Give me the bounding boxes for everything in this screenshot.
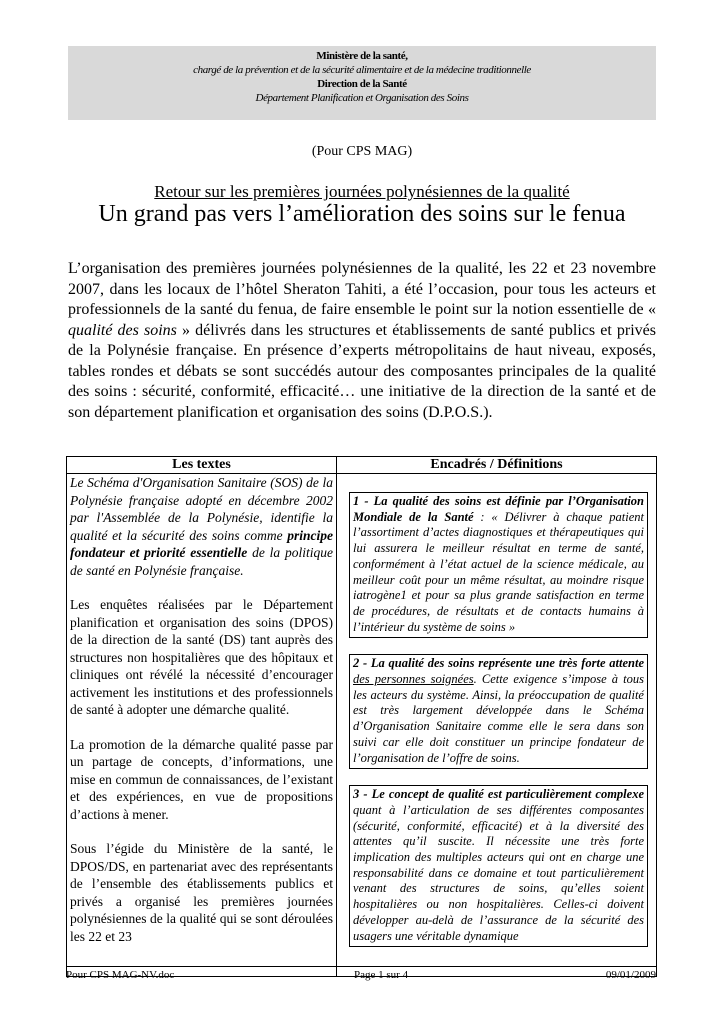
text-paragraph-promotion: La promotion de la démarche qualité passe par un partage de concepts, d’informations, une mise en commun de connaissances, de l’existant et des expériences, en vue de propositions d’actions à mener.	[70, 736, 333, 822]
sos-text-a: Le Schéma d'Organisation Sanitaire (SOS) de la Polynésie française adopté en décembre 2002 par l'Assemblée de la Polynésie, identifie la qualité et la sécurité des soins comme	[70, 475, 333, 543]
definition-2-text: . Cette exigence s’impose à tous les acteurs du système. Ainsi, la préoccupation de qualité est très largement développée dans le Schéma d’Organisation Sanitaire comme elle le sera dans son suivi car elle doit constituer un principe fondateur de l’organisation de l’offre de soins.	[353, 672, 645, 765]
footer-filename: Pour CPS MAG-NV.doc	[66, 969, 175, 981]
intro-paragraph	[68, 259, 656, 423]
page-footer	[66, 966, 656, 981]
definitions-column	[337, 492, 656, 947]
definition-1-heading: 1 - La qualité des soins est définie par l’Organisation Mondiale de la Santé	[353, 494, 644, 524]
header-charge: chargé de la prévention et de la sécurité alimentaire et de la médecine traditionnelle	[193, 64, 531, 76]
footer-date: 09/01/2009	[605, 969, 656, 981]
texts-column	[67, 474, 336, 945]
intro-part2: » délivrés dans les structures et établissements de santé publics et privés de la Polynésie française. En présence d’experts métropolitains de haut niveau, exposés, tables rondes et débats se sont succédés autour des composantes principales de la qualité des soins : sécurité, conformité, efficacité… une initiative de la direction de la santé et de son département planification et organisation des soins (D.P.O.S.).	[68, 321, 656, 421]
header-ministry: Ministère de la santé,	[316, 50, 408, 62]
header-department: Département Planification et Organisation des Soins	[255, 92, 469, 104]
definition-2-underlined: des personnes soignées	[353, 672, 474, 687]
intro-emphasis: qualité des soins	[68, 321, 177, 339]
column-header-definitions: Encadrés / Définitions	[337, 457, 657, 474]
definitions-cell	[337, 474, 657, 977]
header-direction: Direction de la Santé	[317, 78, 407, 90]
text-paragraph-journees: Sous l’égide du Ministère de la santé, le DPOS/DS, en partenariat avec des représentants de l’ensemble des établissements publics et privés a organisé les premières journées polynésiennes de la qualité qui se sont déroulées les 22 et 23	[70, 841, 333, 944]
definition-box-3	[349, 785, 648, 947]
definition-3-heading: 3 - Le concept de qualité est particulièrement complexe	[353, 787, 644, 802]
footer-page-number: Page 1 sur 4	[354, 969, 409, 981]
article-title: Un grand pas vers l’amélioration des soins sur le fenua	[98, 201, 626, 227]
definition-2-heading: 2 - La qualité des soins représente une très forte attente	[353, 656, 644, 671]
definition-1-text: : « Délivrer à chaque patient l’assortiment d’actes diagnostiques et thérapeutiques qui lui assurera le meilleur résultat en terme de santé, conformément à l’état actuel de la science médicale, au meilleur coût pour un même résultat, au moindre risque iatrogène1 et pour sa plus grande satisfaction en terme de procédures, de résultats et de contacts humains à l’intérieur du système de soins »	[353, 509, 645, 634]
definition-box-2	[349, 654, 648, 769]
article-supertitle: Retour sur les premières journées polynésiennes de la qualité	[154, 182, 570, 201]
column-header-texts: Les textes	[67, 457, 337, 474]
text-paragraph-surveys: Les enquêtes réalisées par le Département planification et organisation des soins (DPOS) de la direction de la santé (DS) tant auprès des structures non hospitalières que des hôpitaux et cliniques ont révélé la nécessité d’encourager activement les institutions et des professionnels de santé à adopter une démarche qualité.	[70, 597, 333, 717]
sos-text-b: de la politique de santé en Polynésie française.	[70, 545, 333, 578]
publication-label: (Pour CPS MAG)	[311, 144, 413, 159]
sos-text-bold: principe fondateur et priorité essentielle	[70, 527, 333, 560]
intro-part1: L’organisation des premières journées polynésiennes de la qualité, les 22 et 23 novembre 2007, dans les locaux de l’hôtel Sheraton Tahiti, a été l’occasion, pour tous les acteurs et professionnels de la santé du fenua, de faire ensemble le point sur la notion essentielle de «	[68, 260, 656, 318]
ministry-header	[68, 46, 656, 120]
definition-box-1	[349, 492, 648, 638]
definition-3-text: quant à l’articulation de ses différentes composantes (sécurité, conformité, efficacité) et à la diversité des attentes qu’il suscite. Il nécessite une très forte implication des multiples acteurs qui ont en charge une responsabilité dans ce domaine et tout particulièrement venant des structures de soins, qu’elles soient hospitalières ou non hospitalières. Celles-ci doivent développer au-delà de l’assurance de la sécurité des usagers une véritable dynamique	[353, 802, 644, 943]
text-paragraph-sos	[70, 474, 333, 579]
content-table	[66, 456, 657, 977]
texts-cell	[67, 474, 337, 977]
